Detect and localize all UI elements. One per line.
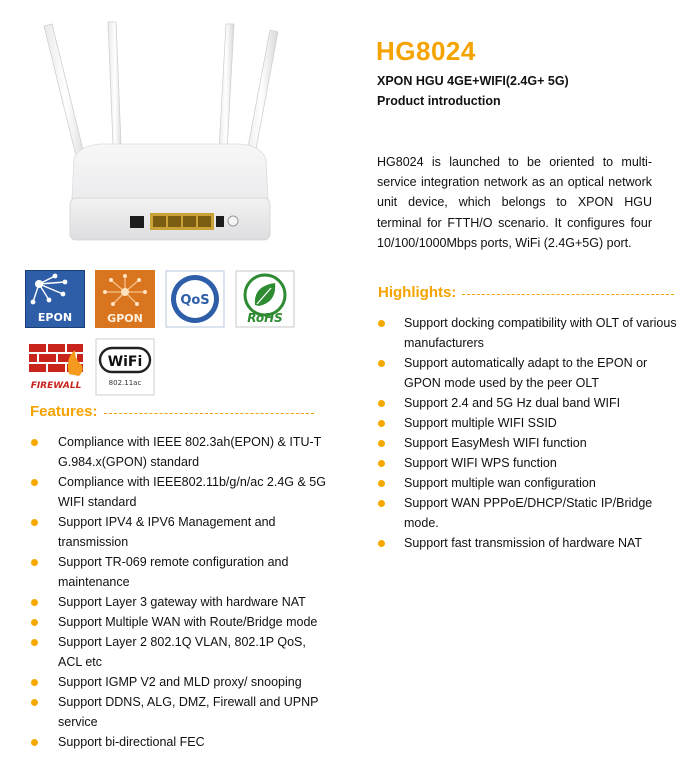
bullet-icon: [31, 679, 38, 686]
bullet-icon: [31, 519, 38, 526]
list-item-text: Support WAN PPPoE/DHCP/Static IP/Bridge mode.: [404, 496, 653, 530]
list-item-text: Support TR-069 remote configuration and maintenance: [58, 555, 289, 589]
ethernet-ports: [150, 213, 214, 230]
list-item-text: Compliance with IEEE 802.3ah(EPON) & ITU-T G.984.x(GPON) standard: [58, 435, 322, 469]
qos-label: QoS: [180, 293, 210, 308]
bullet-icon: [31, 619, 38, 626]
list-item: [58, 592, 328, 612]
heading-divider: [462, 294, 674, 295]
list-item-text: Support Multiple WAN with Route/Bridge mode: [58, 615, 318, 629]
highlights-list: [404, 313, 681, 553]
list-item-text: Support automatically adapt to the EPON or GPON mode used by the peer OLT: [404, 356, 648, 390]
gpon-label: GPON: [107, 312, 143, 325]
firewall-badge: [25, 338, 87, 396]
bullet-icon: [31, 639, 38, 646]
list-item: [58, 632, 328, 672]
bullet-icon: [31, 559, 38, 566]
list-item: [58, 512, 328, 552]
features-heading-label: Features:: [30, 403, 98, 420]
product-subtitle: XPON HGU 4GE+WIFI(2.4G+ 5G): [377, 74, 569, 88]
list-item-text: Support Layer 2 802.1Q VLAN, 802.1P QoS, ACL etc: [58, 635, 306, 669]
features-list: [58, 432, 328, 752]
highlights-heading: [378, 284, 674, 301]
qos-badge: [165, 270, 225, 328]
list-item-text: Support docking compatibility with OLT of various manufacturers: [404, 316, 677, 350]
list-item-text: Support multiple wan configuration: [404, 476, 596, 490]
list-item-text: Support DDNS, ALG, DMZ, Firewall and UPNP service: [58, 695, 319, 729]
list-item-text: Support multiple WIFI SSID: [404, 416, 557, 430]
bullet-icon: [378, 440, 385, 447]
list-item: [404, 433, 681, 453]
list-item-text: Support IGMP V2 and MLD proxy/ snooping: [58, 675, 302, 689]
bullet-icon: [31, 739, 38, 746]
router-product-image: [30, 20, 310, 260]
bullet-icon: [378, 480, 385, 487]
rohs-badge: [235, 270, 295, 328]
list-item: [404, 393, 681, 413]
product-intro-text: HG8024 is launched to be oriented to multi-service integration network as an optical network unit device, which belongs to XPON HGU terminal for FTTH/O scenario. It configures four 10/100/1000Mbps ports, WiFi (2.4G+5G) port.: [377, 155, 652, 250]
list-item: [58, 732, 328, 752]
bullet-icon: [378, 500, 385, 507]
list-item: [404, 313, 681, 353]
bullet-icon: [31, 599, 38, 606]
list-item: [404, 413, 681, 433]
list-item-text: Support bi-directional FEC: [58, 735, 205, 749]
list-item: [58, 612, 328, 632]
list-item: [404, 493, 681, 533]
list-item-text: Support fast transmission of hardware NAT: [404, 536, 643, 550]
bullet-icon: [378, 400, 385, 407]
rohs-label: RoHS: [247, 311, 283, 325]
list-item: [58, 552, 328, 592]
list-item-text: Support EasyMesh WIFI function: [404, 436, 587, 450]
bullet-icon: [378, 460, 385, 467]
list-item-text: Support WIFI WPS function: [404, 456, 557, 470]
list-item: [58, 432, 328, 472]
epon-label: EPON: [37, 311, 73, 324]
bullet-icon: [378, 360, 385, 367]
bullet-icon: [31, 439, 38, 446]
gpon-badge: [95, 270, 155, 328]
bullet-icon: [31, 699, 38, 706]
list-item: [404, 473, 681, 493]
list-item-text: Compliance with IEEE802.11b/g/n/ac 2.4G & 5G WIFI standard: [58, 475, 326, 509]
list-item: [404, 353, 681, 393]
highlights-heading-label: Highlights:: [378, 284, 457, 301]
list-item-text: Support Layer 3 gateway with hardware NAT: [58, 595, 306, 609]
product-model-title: HG8024: [376, 36, 476, 66]
wifi-standard-label: 802.11ac: [108, 379, 142, 387]
list-item: [58, 472, 328, 512]
bullet-icon: [31, 479, 38, 486]
list-item: [404, 453, 681, 473]
product-section-title: Product introduction: [377, 94, 501, 108]
list-item-text: Support IPV4 & IPV6 Management and transmission: [58, 515, 276, 549]
bullet-icon: [378, 320, 385, 327]
epon-badge: [25, 270, 85, 328]
list-item: [404, 533, 681, 553]
bullet-icon: [378, 420, 385, 427]
firewall-label: FIREWALL: [30, 381, 82, 391]
list-item: [58, 692, 328, 732]
wifi-badge: [95, 338, 155, 396]
list-item-text: Support 2.4 and 5G Hz dual band WIFI: [404, 396, 621, 410]
features-heading: [30, 403, 314, 420]
heading-divider: [104, 413, 314, 414]
wifi-label: WiFi: [107, 354, 143, 370]
bullet-icon: [378, 540, 385, 547]
list-item: [58, 672, 328, 692]
